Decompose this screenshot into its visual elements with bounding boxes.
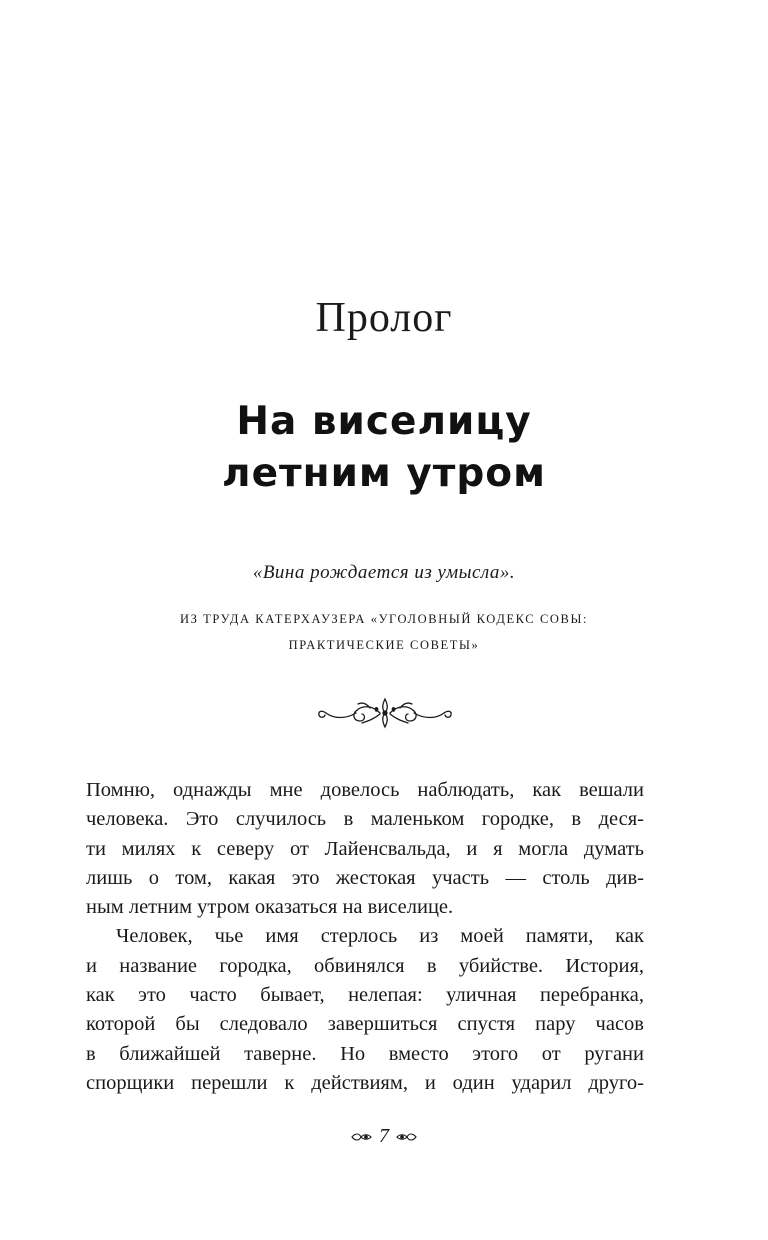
page-number: 7 <box>379 1125 389 1147</box>
folio-ornament-right-icon <box>395 1132 417 1142</box>
text-line: Помню, однажды мне довелось наблюдать, как вешали <box>86 779 644 801</box>
text-line: ным летним утром оказаться на виселице. <box>86 896 454 919</box>
prologue-heading: Пролог <box>315 295 453 341</box>
text-line: ти милях к северу от Лайенсвальда, и я могла думать <box>86 837 644 860</box>
text-line: человека. Это случилось в маленьком городке, в деся- <box>86 808 644 831</box>
chapter-title-line-2: летним утром <box>222 451 546 496</box>
text-line: в ближайшей таверне. Но вместо этого от ругани <box>86 1042 644 1065</box>
text-line: Человек, чье имя стерлось из моей памяти, как <box>116 925 644 948</box>
page-footer <box>0 1123 768 1149</box>
chapter-title-line-1: На виселицу <box>236 399 532 444</box>
epigraph-source-line-1: ИЗ ТРУДА КАТЕРХАУЗЕРА «УГОЛОВНЫЙ КОДЕКС СОВЫ: <box>179 612 589 626</box>
text-line: спорщики перешли к действиям, и один ударил друго- <box>86 1071 644 1094</box>
epigraph-source <box>0 606 768 658</box>
body-text <box>86 776 644 1098</box>
epigraph-quote: «Вина рождается из умысла». <box>252 562 516 583</box>
text-line: лишь о том, какая это жестокая участь — столь див- <box>86 866 644 889</box>
text-line: которой бы следовало завершиться спустя пару часов <box>86 1013 644 1036</box>
paragraph-1 <box>86 776 644 922</box>
epigraph-source-line-2: ПРАКТИЧЕСКИЕ СОВЕТЫ» <box>288 638 480 652</box>
paragraph-2 <box>86 922 644 1098</box>
chapter-title <box>0 396 768 500</box>
text-line: как это часто бывает, нелепая: уличная перебранка, <box>86 984 644 1007</box>
flourish-ornament-icon <box>310 693 460 733</box>
text-line: и название городка, обвинялся в убийстве. История, <box>86 954 644 977</box>
folio-ornament-left-icon <box>351 1132 373 1142</box>
